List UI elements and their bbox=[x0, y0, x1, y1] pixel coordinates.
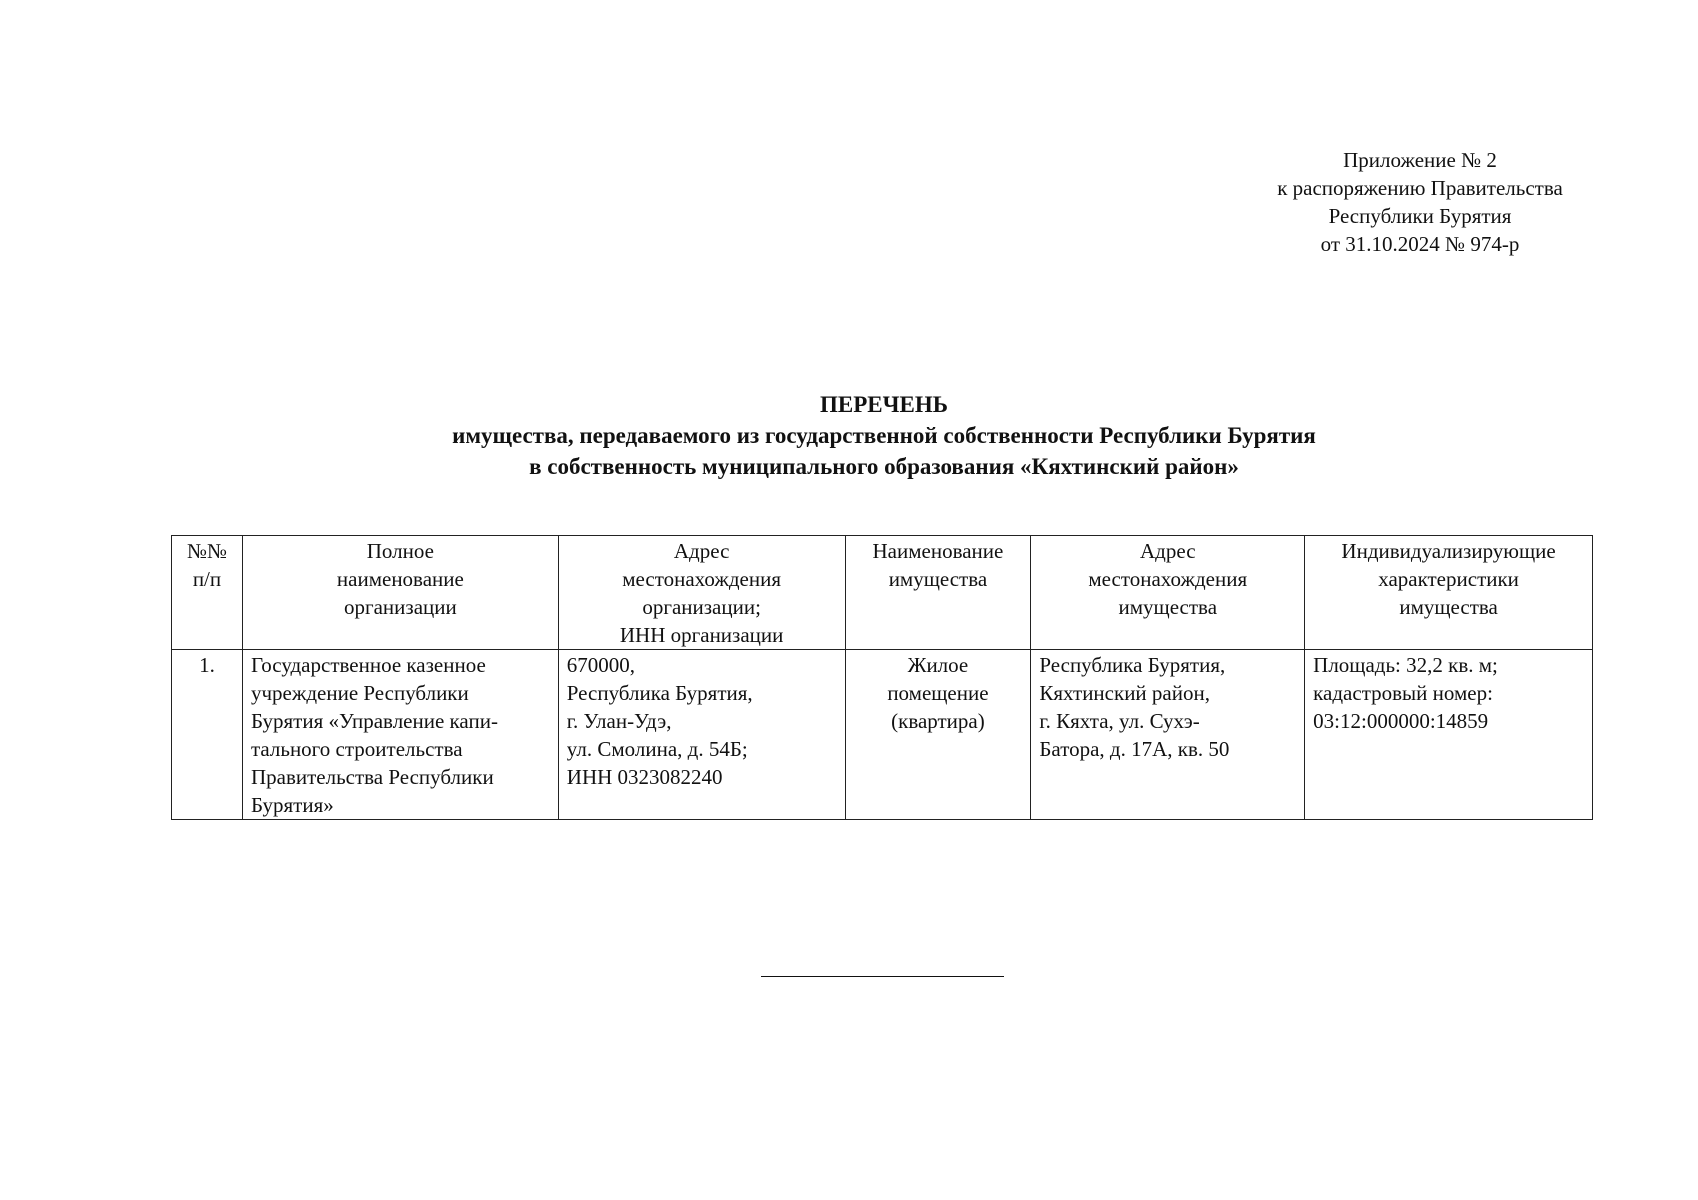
cell-line: г. Улан-Удэ, bbox=[566, 709, 672, 733]
header-line: п/п bbox=[192, 567, 222, 591]
cell-line: учреждение Республики bbox=[250, 681, 469, 705]
cell-line: кадастровый номер: bbox=[1313, 681, 1493, 705]
cell-property-name bbox=[845, 650, 1031, 820]
title-line: имущества, передаваемого из государственной собственности Республики Бурятия bbox=[452, 423, 1316, 448]
cell-line: Батора, д. 17А, кв. 50 bbox=[1039, 737, 1230, 761]
header-line: имущества bbox=[1118, 595, 1218, 619]
header-line: организации; bbox=[642, 595, 761, 619]
header-line: Индивидуализирующие bbox=[1341, 539, 1556, 563]
property-table bbox=[171, 535, 1593, 820]
cell-property-address bbox=[1031, 650, 1305, 820]
cell-line: Республика Бурятия, bbox=[1039, 653, 1226, 677]
header-line: Адрес bbox=[1140, 539, 1196, 563]
cell-org-address bbox=[558, 650, 845, 820]
document-title bbox=[0, 389, 1698, 482]
title-heading: ПЕРЕЧЕНЬ bbox=[820, 392, 948, 417]
header-cell-org-address bbox=[558, 536, 845, 650]
header-line: имущества bbox=[1399, 595, 1498, 619]
cell-line: помещение bbox=[887, 681, 989, 705]
header-cell-property-address bbox=[1031, 536, 1305, 650]
header-line: организации bbox=[343, 595, 457, 619]
appendix-line: Приложение № 2 bbox=[1343, 148, 1497, 172]
appendix-block bbox=[1250, 146, 1590, 258]
cell-number bbox=[172, 650, 243, 820]
header-line: Адрес bbox=[673, 539, 730, 563]
header-line: наименование bbox=[336, 567, 464, 591]
header-line: местонахождения bbox=[622, 567, 782, 591]
cell-line: 670000, bbox=[566, 653, 636, 677]
cell-line: 1. bbox=[199, 653, 215, 677]
cell-line: 03:12:000000:14859 bbox=[1313, 709, 1489, 733]
header-line: имущества bbox=[888, 567, 988, 591]
cell-line: (квартира) bbox=[891, 709, 985, 733]
cell-line: Кяхтинский район, bbox=[1039, 681, 1210, 705]
title-line: в собственность муниципального образования «Кяхтинский район» bbox=[529, 454, 1239, 479]
cell-characteristics bbox=[1305, 650, 1593, 820]
cell-line: Бурятия» bbox=[250, 793, 334, 817]
table-header-row bbox=[172, 536, 1593, 650]
cell-org-name bbox=[242, 650, 558, 820]
header-cell-number bbox=[172, 536, 243, 650]
header-line: №№ bbox=[186, 539, 228, 563]
appendix-line: к распоряжению Правительства bbox=[1277, 176, 1563, 200]
header-line: местонахождения bbox=[1088, 567, 1248, 591]
cell-line: Государственное казенное bbox=[250, 653, 486, 677]
header-cell-characteristics bbox=[1305, 536, 1593, 650]
header-line: Наименование bbox=[872, 539, 1004, 563]
header-line: Полное bbox=[366, 539, 434, 563]
cell-line: Площадь: 32,2 кв. м; bbox=[1313, 653, 1498, 677]
cell-line: ул. Смолина, д. 54Б; bbox=[566, 737, 748, 761]
header-line: ИНН организации bbox=[619, 623, 784, 647]
table-row bbox=[172, 650, 1593, 820]
header-cell-org-name bbox=[242, 536, 558, 650]
cell-line: г. Кяхта, ул. Сухэ- bbox=[1039, 709, 1200, 733]
appendix-line: от 31.10.2024 № 974-р bbox=[1320, 232, 1520, 256]
header-cell-property-name bbox=[845, 536, 1031, 650]
cell-line: Республика Бурятия, bbox=[566, 681, 753, 705]
cell-line: Бурятия «Управление капи- bbox=[250, 709, 498, 733]
cell-line: Жилое bbox=[907, 653, 969, 677]
header-line: характеристики bbox=[1378, 567, 1519, 591]
cell-line: тального строительства bbox=[250, 737, 463, 761]
cell-line: ИНН 0323082240 bbox=[566, 765, 723, 789]
end-of-document-rule bbox=[761, 976, 1004, 977]
cell-line: Правительства Республики bbox=[250, 765, 494, 789]
appendix-line: Республики Бурятия bbox=[1328, 204, 1512, 228]
